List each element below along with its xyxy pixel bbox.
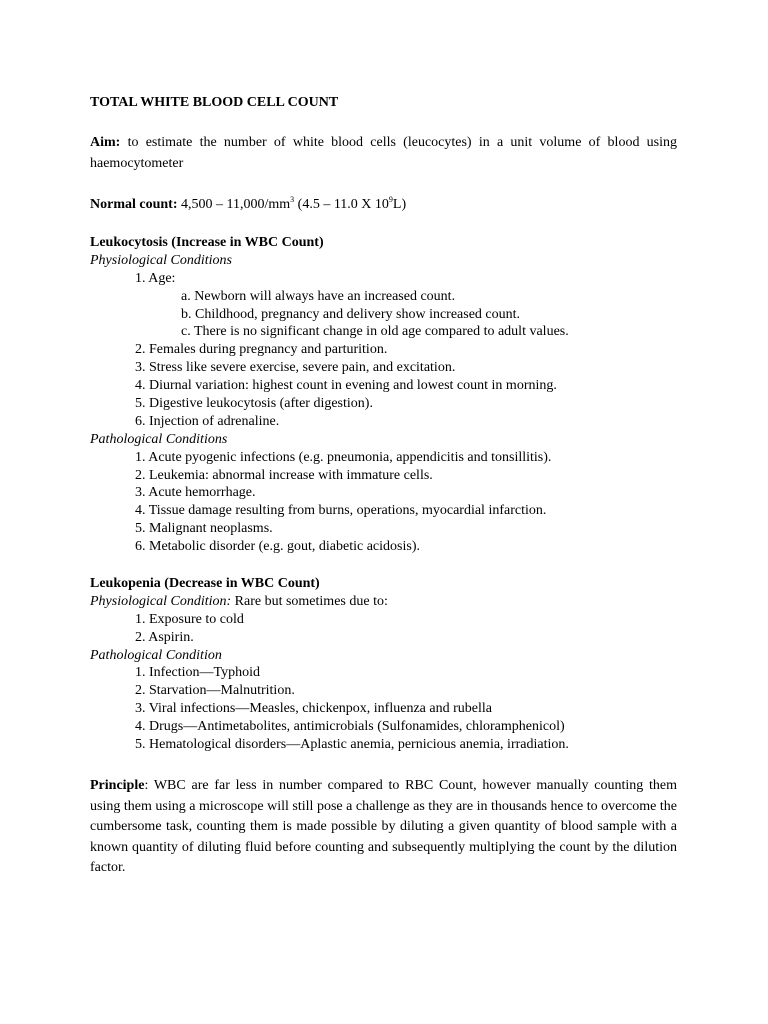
list-item: 2. Females during pregnancy and parturition. xyxy=(135,342,388,358)
normal-count-si-exponent: 9 xyxy=(388,195,393,204)
list-item: 4. Tissue damage resulting from burns, operations, myocardial infarction. xyxy=(135,503,547,519)
subsection-heading: Physiological Conditions xyxy=(90,252,232,268)
leukocytosis-section xyxy=(90,234,677,556)
list-subitem: c. There is no significant change in old age compared to adult values. xyxy=(181,324,569,340)
list-item: 6. Injection of adrenaline. xyxy=(135,413,280,429)
section-heading: Leukocytosis (Increase in WBC Count) xyxy=(90,235,324,250)
list-item: 2. Leukemia: abnormal increase with immature cells. xyxy=(135,467,433,483)
leukopenia-section xyxy=(90,575,677,754)
list-subitem: b. Childhood, pregnancy and delivery show increased count. xyxy=(181,306,521,322)
aim-text: to estimate the number of white blood cells (leucocytes) in a unit volume of blood using haemocytometer xyxy=(90,135,678,171)
subsection-heading: Pathological Condition xyxy=(90,647,222,663)
normal-count-paragraph xyxy=(90,195,677,216)
list-item: 2. Aspirin. xyxy=(135,629,194,645)
principle-label: Principle xyxy=(90,778,145,793)
list-item: 3. Viral infections—Measles, chickenpox, influenza and rubella xyxy=(135,701,492,717)
aim-label: Aim: xyxy=(90,135,121,150)
list-item: 1. Age: xyxy=(135,270,176,286)
subsection-note: Rare but sometimes due to: xyxy=(234,593,388,609)
list-item: 1. Infection—Typhoid xyxy=(135,665,260,681)
list-item: 1. Acute pyogenic infections (e.g. pneumonia, appendicitis and tonsillitis). xyxy=(135,449,552,465)
aim-paragraph xyxy=(90,133,677,174)
list-item: 3. Acute hemorrhage. xyxy=(135,485,256,501)
normal-count-si: (4.5 – 11.0 X 10 xyxy=(297,197,389,212)
list-item: 1. Exposure to cold xyxy=(135,611,244,627)
list-item: 4. Diurnal variation: highest count in evening and lowest count in morning. xyxy=(135,378,557,394)
normal-count-value: 4,500 – 11,000/mm xyxy=(181,197,291,212)
list-item: 4. Drugs—Antimetabolites, antimicrobials (Sulfonamides, chloramphenicol) xyxy=(135,719,565,735)
principle-paragraph xyxy=(90,776,677,879)
page-title: TOTAL WHITE BLOOD CELL COUNT xyxy=(90,95,339,110)
list-item: 3. Stress like severe exercise, severe pain, and excitation. xyxy=(135,360,456,376)
section-heading: Leukopenia (Decrease in WBC Count) xyxy=(90,576,320,591)
normal-count-label: Normal count: xyxy=(90,197,178,212)
normal-count-si-unit: L) xyxy=(392,197,407,212)
subsection-heading: Pathological Conditions xyxy=(90,431,228,447)
list-subitem: a. Newborn will always have an increased count. xyxy=(181,288,456,304)
subsection-heading: Physiological Condition: Rare but sometimes due to: xyxy=(90,593,388,609)
principle-text: : WBC are far less in number compared to RBC Count, however manually counting them using them using a microscope will still pose a challenge as they are in thousands hence to overcome the cumbersome task, counting them is made possible by diluting a given quantity of blood sample with a known quantity of diluting fluid before counting and subsequently multiplying the count by the dilution factor. xyxy=(90,778,677,875)
list-item: 5. Digestive leukocytosis (after digestion). xyxy=(135,396,373,412)
normal-count-exponent: 3 xyxy=(290,195,295,204)
list-item: 6. Metabolic disorder (e.g. gout, diabetic acidosis). xyxy=(135,539,420,555)
list-item: 5. Hematological disorders—Aplastic anemia, pernicious anemia, irradiation. xyxy=(135,737,569,753)
list-item: 2. Starvation—Malnutrition. xyxy=(135,683,295,699)
list-item: 5. Malignant neoplasms. xyxy=(135,521,273,537)
